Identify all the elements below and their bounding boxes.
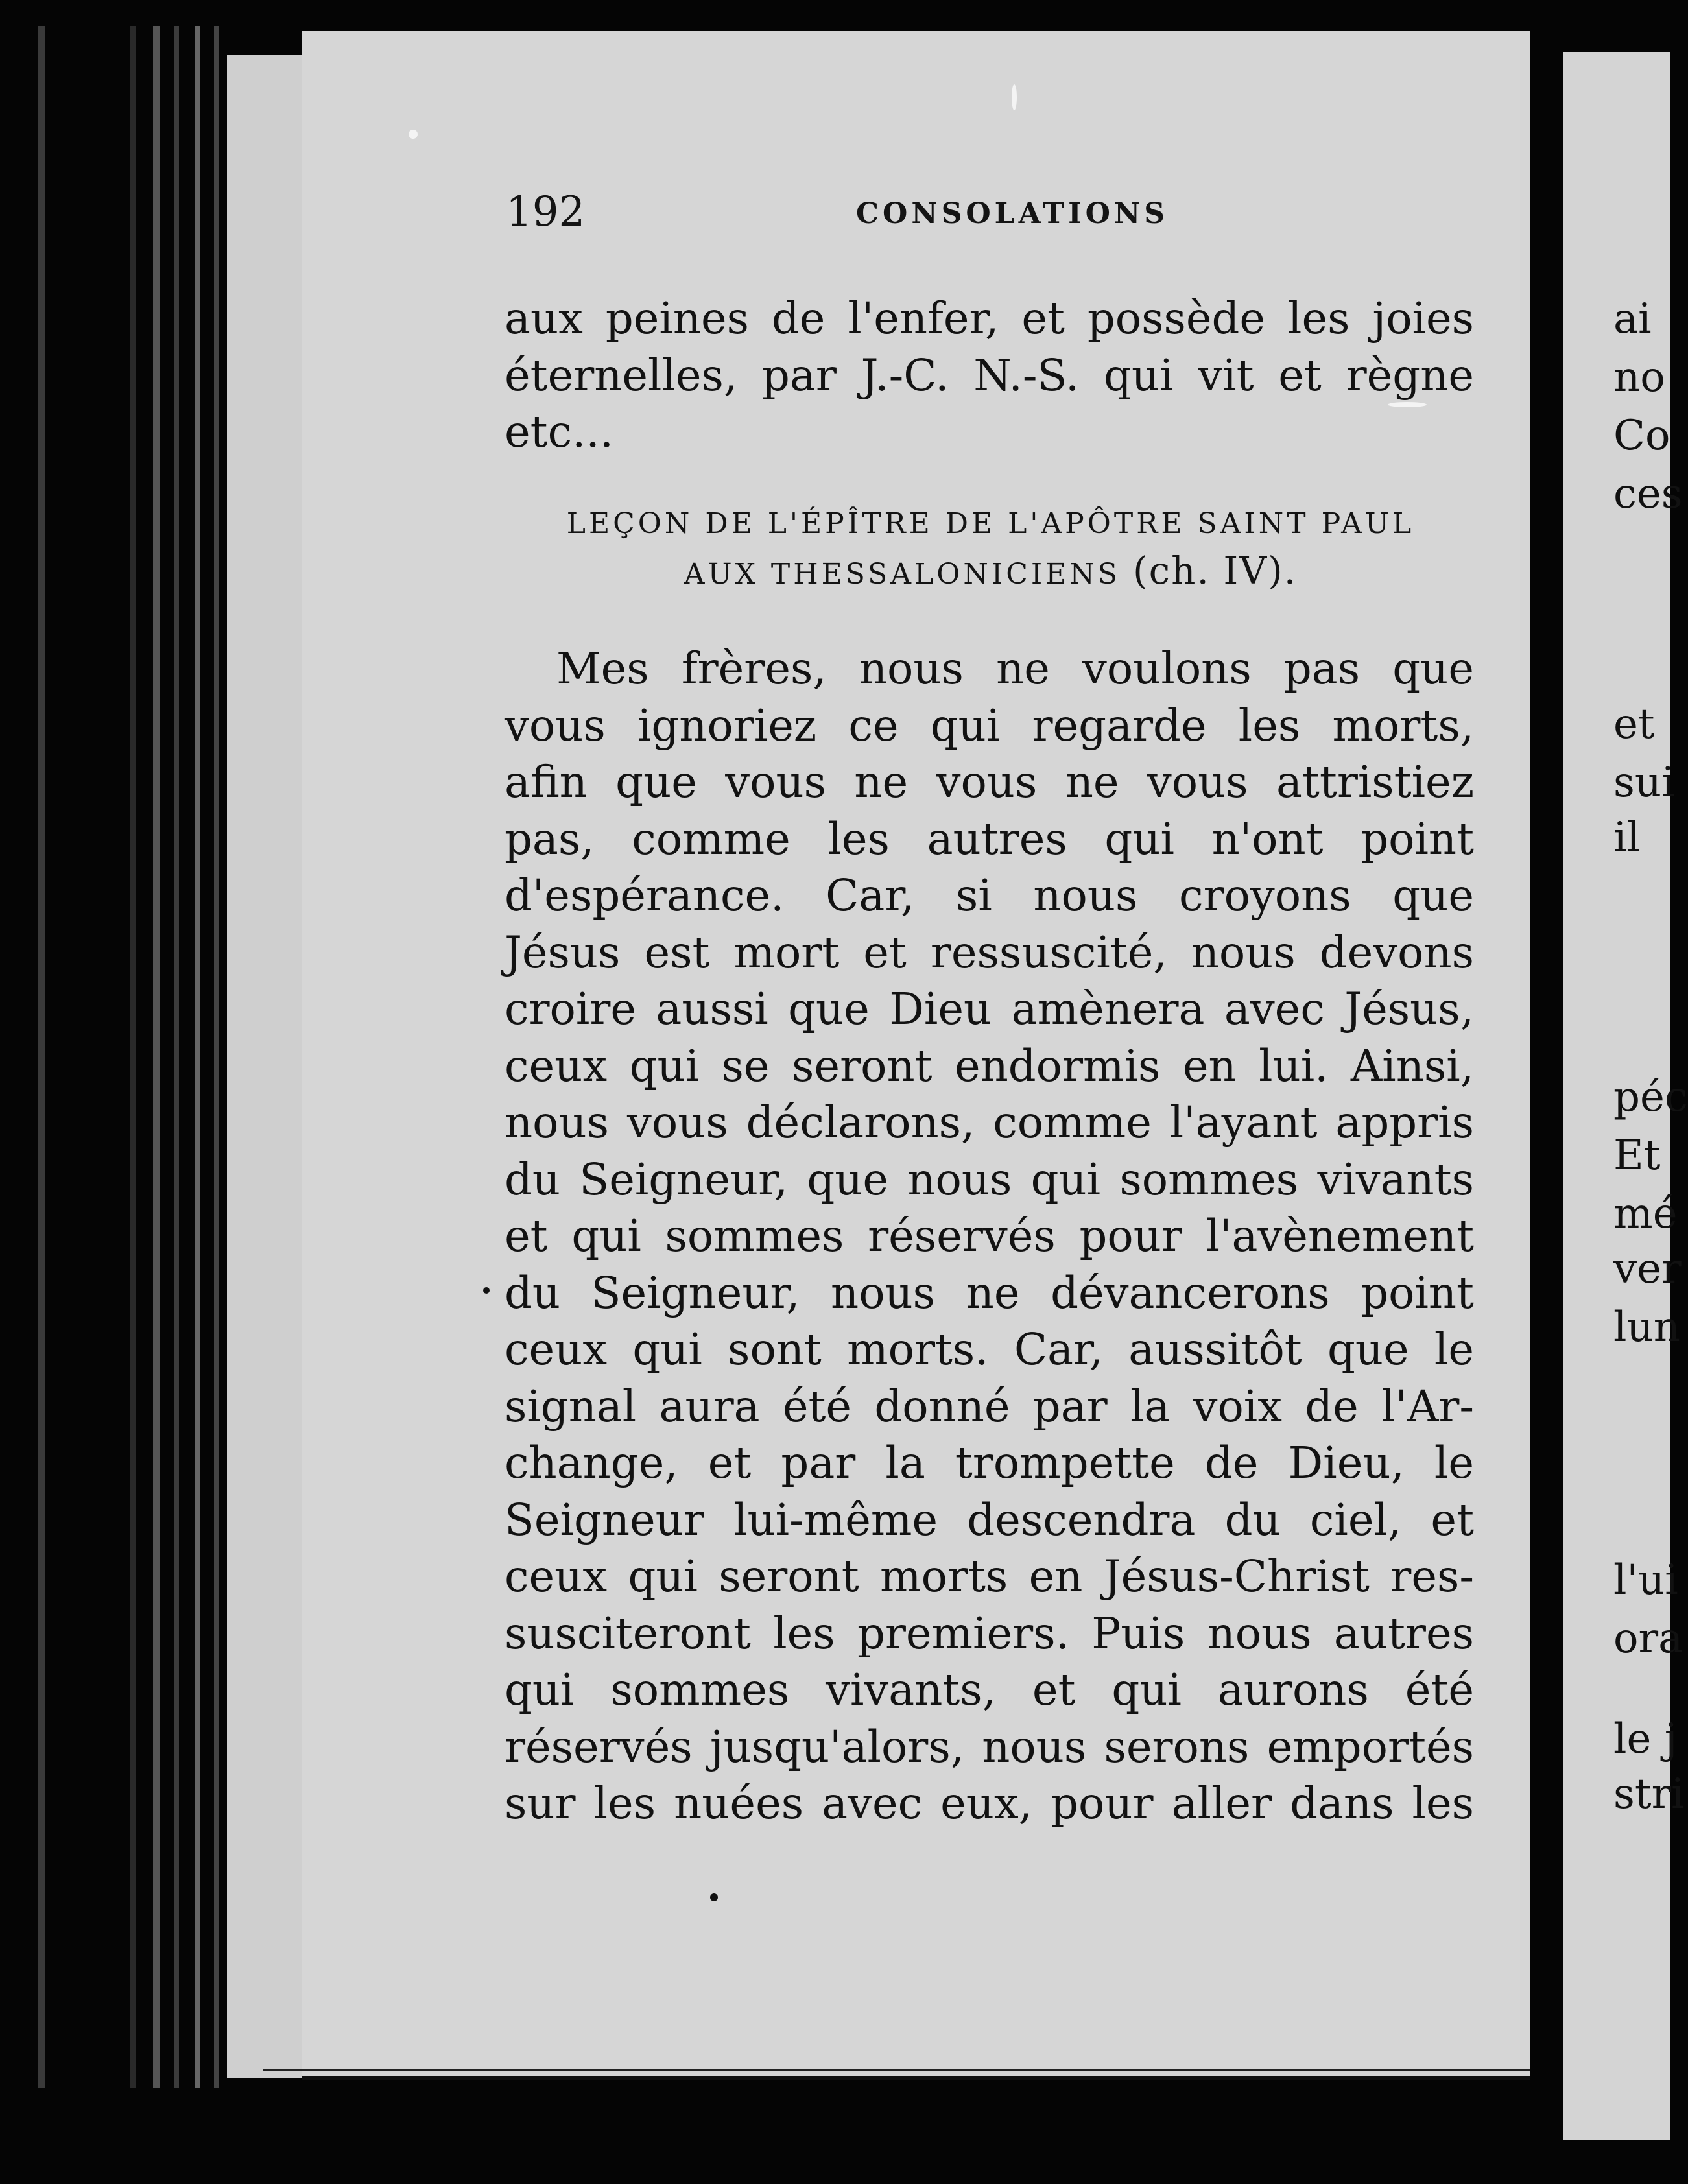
text-line: d'espérance. Car, si nous croyons que [505,870,1474,921]
text-line: réservés jusqu'alors, nous serons emportés [505,1721,1474,1772]
page-edge [195,26,200,2088]
text-line: Jésus est mort et ressuscité, nous devons [505,927,1474,978]
text-line: ceux qui seront morts en Jésus-Christ res- [505,1551,1474,1602]
facing-page-fragment: lun [1613,1303,1680,1351]
text-line: Mes frères, nous ne voulons pas que [556,643,1474,694]
text-line: pas, comme les autres qui n'ont point [505,813,1474,864]
heading-line-1: LEÇON DE L'ÉPÎTRE DE L'APÔTRE SAINT PAUL [566,507,1415,540]
facing-page-fragment: mé [1613,1190,1678,1238]
facing-page-fragment: stri [1613,1770,1685,1818]
page-number: 192 [506,188,586,236]
text-line: sur les nuées avec eux, pour aller dans les [505,1778,1474,1829]
facing-page-fragment: ai [1613,295,1652,343]
scan-speck [409,130,418,139]
page-bottom-edge [263,2069,1530,2071]
page-edge [130,26,136,2088]
text-line: et qui sommes réservés pour l'avènement [505,1211,1474,1261]
facing-page-fragment: l'ui [1613,1556,1678,1604]
chapter-reference: (ch. IV). [1133,549,1298,593]
running-title: CONSOLATIONS [856,197,1169,230]
scan-speck [1012,84,1017,110]
facing-page-fragment: ces [1613,470,1683,518]
heading-line-2 [499,547,1482,598]
facing-page-fragment: le j [1613,1715,1678,1763]
text-line: change, et par la trompette de Dieu, le [505,1438,1474,1488]
facing-page-fragment: et [1613,700,1655,748]
text-line: éternelles, par J.-C. N.-S. qui vit et règne [505,350,1474,401]
epistle-paragraph [505,641,1474,1833]
text-line: etc... [505,407,613,457]
page-edge [214,26,219,2088]
facing-page-fragment: no [1613,353,1665,401]
facing-page-fragment: ver [1613,1245,1682,1293]
scan-speck [483,1287,490,1294]
running-head [506,188,1169,236]
page-edge [174,26,179,2088]
scan-speck [710,1893,718,1901]
text-line: nous vous déclarons, comme l'ayant appris [505,1097,1474,1148]
text-line: vous ignoriez ce qui regarde les morts, [505,700,1474,751]
text-line: afin que vous ne vous ne vous attristiez [505,757,1474,807]
text-line: Seigneur lui-même descendra du ciel, et [505,1494,1474,1545]
scan-speck [1388,402,1427,407]
facing-page-fragment: il [1613,814,1640,862]
facing-page-fragment: ora [1613,1615,1683,1663]
text-line: qui sommes vivants, et qui aurons été [505,1665,1474,1715]
text-line: ceux qui se seront endormis en lui. Ainsi, [505,1040,1474,1091]
facing-page-fragment: péc [1613,1073,1688,1121]
text-line: susciteront les premiers. Puis nous autres [505,1608,1474,1659]
opening-text [505,291,1474,461]
text-line: signal aura été donné par la voix de l'Ar- [505,1381,1474,1432]
text-line: croire aussi que Dieu amènera avec Jésus, [505,984,1474,1034]
lesson-heading [499,501,1482,598]
underlying-page [227,55,305,2078]
facing-page-fragment: Et [1613,1132,1661,1180]
facing-page-fragment: Co [1613,412,1670,460]
heading-line-2-text: AUX THESSALONICIENS [684,558,1121,591]
page-edge [38,26,45,2088]
text-line: aux peines de l'enfer, et possède les joies [505,293,1474,344]
text-line: du Seigneur, nous ne dévancerons point [505,1267,1474,1318]
facing-page-fragment: sui [1613,759,1675,807]
text-line: ceux qui sont morts. Car, aussitôt que le [505,1324,1474,1375]
text-line: du Seigneur, que nous qui sommes vivants [505,1154,1474,1205]
page-edge [153,26,160,2088]
